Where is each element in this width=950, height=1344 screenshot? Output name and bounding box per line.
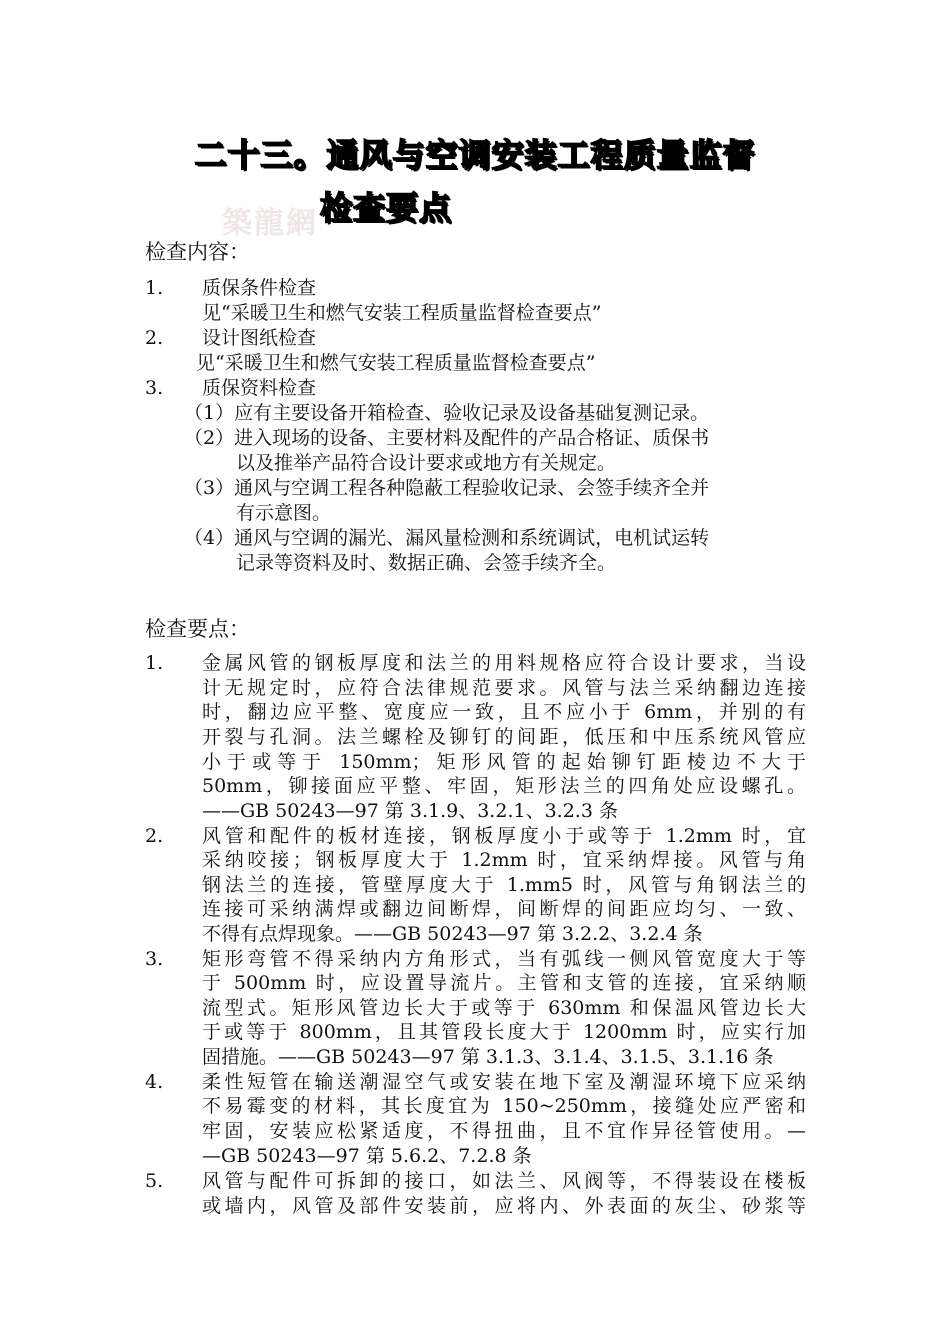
section1-item1-num: 1. [145, 277, 164, 299]
document-title-line1: 二十三。通风与空调安装工程质量监督 [194, 136, 756, 174]
section2-item3-line4: 于或等于 800mm，且其管段长度大于 1200mm 时，应实行加 [202, 1021, 806, 1043]
subitem-3-line1: （3）通风与空调工程各种隐蔽工程验收记录、会签手续齐全并 [184, 477, 710, 499]
section2-item1-line5: 小于或等于 150mm；矩形风管的起始铆钉距棱边不大于 [202, 751, 806, 773]
section2-heading: 检查要点： [145, 617, 250, 641]
document-title-line2: 检查要点 [320, 189, 453, 227]
section1-item2-num: 2. [145, 327, 164, 349]
subitem-2-line2: 以及推举产品符合设计要求或地方有关规定。 [236, 452, 617, 474]
section1-item1-detail: 见“采暖卫生和燃气安装工程质量监督检查要点” [202, 302, 602, 324]
section2-item3-line2: 于 500mm 时，应设置导流片。主管和支管的连接，宜采纳顺 [202, 972, 806, 994]
subitem-1-line1: （1）应有主要设备开箱检查、验收记录及设备基础复测记录。 [184, 402, 710, 424]
subitem-2-line1: （2）进入现场的设备、主要材料及配件的产品合格证、质保书 [184, 427, 710, 449]
section2-item1-line4: 开裂与孔洞。法兰螺栓及铆钉的间距，低压和中压系统风管应 [202, 726, 806, 748]
section2-item4-line2: 不易霉变的材料，其长度宜为 150~250mm，接缝处应严密和 [202, 1095, 806, 1117]
section1-item2-detail: 见“采暖卫生和燃气安装工程质量监督检查要点” [196, 352, 596, 374]
section2-item3-line5: 固措施。——GB 50243—97 第 3.1.3、3.1.4、3.1.5、3.1.16 条 [202, 1046, 774, 1068]
section2-item3-line1: 矩形弯管不得采纳内方角形式，当有弧线一侧风管宽度大于等 [202, 948, 806, 970]
section2-item4-line4: —GB 50243—97 第 5.6.2、7.2.8 条 [202, 1145, 532, 1167]
section1-heading: 检查内容： [145, 240, 250, 264]
section2-item2-line2: 采纳咬接；钢板厚度大于 1.2mm 时，宜采纳焊接。风管与角 [202, 849, 806, 871]
subitem-4-line1: （4）通风与空调的漏光、漏风量检测和系统调试，电机试运转 [184, 527, 710, 549]
subitem-3-line2: 有示意图。 [236, 502, 332, 524]
section2-item2-line1: 风管和配件的板材连接，钢板厚度小于或等于 1.2mm 时，宜 [202, 825, 806, 847]
section2-item5-num: 5. [145, 1170, 164, 1192]
watermark: 築龍網 [222, 206, 318, 241]
section2-item3-num: 3. [145, 948, 164, 970]
section2-item2-line4: 连接可采纳满焊或翻边间断焊，间断焊的间距应均匀、一致、 [202, 898, 806, 920]
section2-item2-line3: 钢法兰的连接，管壁厚度大于 1.mm5 时，风管与角钢法兰的 [202, 874, 806, 896]
section2-item1-line7: ——GB 50243—97 第 3.1.9、3.2.1、3.2.3 条 [202, 800, 618, 822]
subitem-4-line2: 记录等资料及时、数据正确、会签手续齐全。 [236, 552, 617, 574]
section2-item1-line1: 金属风管的钢板厚度和法兰的用料规格应符合设计要求，当设 [202, 652, 806, 674]
section1-item3-num: 3. [145, 377, 164, 399]
section1-item2-title: 设计图纸检查 [202, 327, 317, 349]
section2-item4-line3: 牢固，安装应松紧适度，不得扭曲，且不宜作异径管使用。— [202, 1120, 806, 1142]
section2-item1-line2: 计无规定时，应符合法律规范要求。风管与法兰采纳翻边连接 [202, 677, 806, 699]
section2-item2-line5: 不得有点焊现象。——GB 50243—97 第 3.2.2、3.2.4 条 [202, 923, 703, 945]
section2-item1-line3: 时，翻边应平整、宽度应一致，且不应小于 6mm，并别的有 [202, 701, 806, 723]
section1-item3-title: 质保资料检查 [202, 377, 317, 399]
section2-item3-line3: 流型式。矩形风管边长大于或等于 630mm 和保温风管边长大 [202, 997, 806, 1019]
section2-item1-num: 1. [145, 652, 164, 674]
section2-item4-num: 4. [145, 1071, 164, 1093]
section1-item1-title: 质保条件检查 [202, 277, 317, 299]
section2-item5-line2: 或墙内，风管及部件安装前，应将内、外表面的灰尘、砂浆等 [202, 1195, 806, 1217]
section2-item2-num: 2. [145, 825, 164, 847]
section2-item1-line6: 50mm，铆接面应平整、牢固，矩形法兰的四角处应设螺孔。 [202, 775, 806, 797]
section2-item4-line1: 柔性短管在输送潮湿空气或安装在地下室及潮湿环境下应采纳 [202, 1071, 806, 1093]
section2-item5-line1: 风管与配件可拆卸的接口，如法兰、风阀等，不得装设在楼板 [202, 1170, 806, 1192]
